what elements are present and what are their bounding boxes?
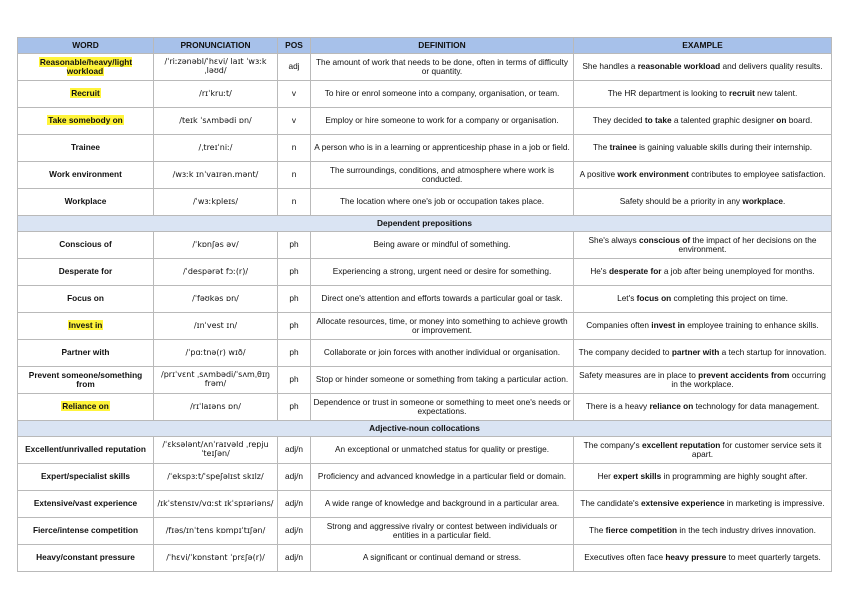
table-row [18, 518, 832, 545]
definition-cell: Allocate resources, time, or money into something to achieve growth or improvement. [311, 313, 574, 340]
word-text: Trainee [70, 142, 101, 153]
example-segment: to meet quarterly targets. [726, 552, 821, 563]
example-cell [574, 189, 832, 216]
example-segment: A positive [579, 169, 618, 180]
pos-cell: ph [278, 232, 311, 259]
example-segment: a job after being unemployed for months. [661, 266, 815, 277]
example-cell [574, 394, 832, 421]
table-row [18, 135, 832, 162]
pronunciation-cell: /fɪəs/ɪnˈtens kɒmpɪˈtɪʃən/ [154, 518, 278, 545]
word-text: Fierce/intense competition [32, 525, 139, 536]
word-cell [18, 232, 154, 259]
pos-cell: v [278, 108, 311, 135]
pronunciation-cell: /prɪˈvɛnt ˌsʌmbədi/ˈsʌmˌθɪŋ frəm/ [154, 367, 278, 394]
example-segment: fierce competition [605, 525, 678, 536]
example-cell [574, 367, 832, 394]
pos-cell: n [278, 162, 311, 189]
word-cell [18, 518, 154, 545]
word-cell [18, 313, 154, 340]
word-cell [18, 259, 154, 286]
example-cell [574, 464, 832, 491]
example-segment: expert skills [613, 471, 662, 482]
pronunciation-cell: /ˌtreɪˈniː/ [154, 135, 278, 162]
word-cell [18, 367, 154, 394]
definition-cell: Strong and aggressive rivalry or contest between individuals or entities in a particular field. [311, 518, 574, 545]
example-cell [574, 259, 832, 286]
pos-cell: adj/n [278, 491, 311, 518]
header-definition: DEFINITION [311, 38, 574, 54]
header-row [18, 38, 832, 54]
example-cell [574, 135, 832, 162]
example-cell [574, 81, 832, 108]
example-segment: . [782, 196, 786, 207]
pronunciation-cell: /ˈriːzənəbl/ˈhɛvi/ laɪt ˈwɜːkˌləʊd/ [154, 54, 278, 81]
example-segment: and delivers quality results. [720, 61, 823, 72]
pronunciation-cell: /ˈkɒnʃəs əv/ [154, 232, 278, 259]
word-cell [18, 394, 154, 421]
table-row [18, 232, 832, 259]
example-cell [574, 108, 832, 135]
table-row [18, 162, 832, 189]
word-cell [18, 54, 154, 81]
pronunciation-cell: /ˈdespərət fɔː(r)/ [154, 259, 278, 286]
example-cell [574, 437, 832, 464]
example-segment: on [776, 115, 787, 126]
example-segment: technology for data management. [693, 401, 820, 412]
word-text: Focus on [67, 293, 104, 304]
example-segment: occurring in the workplace. [671, 369, 826, 389]
pronunciation-cell: /rɪˈlaɪəns ɒn/ [154, 394, 278, 421]
header-example: EXAMPLE [574, 38, 832, 54]
table-body [18, 54, 832, 572]
table-row [18, 340, 832, 367]
example-cell [574, 491, 832, 518]
example-segment: contributes to employee satisfaction. [688, 169, 826, 180]
header-word: WORD [18, 38, 154, 54]
definition-cell: To hire or enrol someone into a company, organisation, or team. [311, 81, 574, 108]
word-text: Recruit [71, 88, 100, 99]
word-cell [18, 108, 154, 135]
table-row [18, 259, 832, 286]
table-row [18, 108, 832, 135]
section-title: Dependent prepositions [18, 216, 832, 232]
example-segment: The candidate's [580, 498, 642, 509]
word-cell [18, 491, 154, 518]
word-cell [18, 162, 154, 189]
word-cell [18, 437, 154, 464]
example-cell [574, 286, 832, 313]
example-segment: trainee [609, 142, 637, 153]
pos-cell: ph [278, 259, 311, 286]
example-segment: in programming are highly sought after. [661, 471, 808, 482]
table-row [18, 54, 832, 81]
word-text: Prevent someone/something from [28, 369, 143, 389]
definition-cell: Stop or hinder someone or something from taking a particular action. [311, 367, 574, 394]
table-row [18, 189, 832, 216]
definition-cell: Employ or hire someone to work for a company or organisation. [311, 108, 574, 135]
pos-cell: ph [278, 340, 311, 367]
example-segment: reliance on [649, 401, 694, 412]
definition-cell: The surroundings, conditions, and atmosphere where work is conducted. [311, 162, 574, 189]
word-text: Desperate for [58, 266, 113, 277]
table-row [18, 437, 832, 464]
pronunciation-cell: /ˈekspɜːt/ˈspeʃəlɪst skɪlz/ [154, 464, 278, 491]
definition-cell: Experiencing a strong, urgent need or desire for something. [311, 259, 574, 286]
table-row [18, 367, 832, 394]
word-text: Reliance on [62, 401, 109, 412]
pronunciation-cell: /wɜːk ɪnˈvaɪrən.mənt/ [154, 162, 278, 189]
example-segment: The company's [583, 439, 642, 450]
pronunciation-cell: /rɪˈkruːt/ [154, 81, 278, 108]
example-segment: Safety measures are in place to [579, 369, 699, 380]
example-segment: invest in [651, 320, 685, 331]
example-segment: work environment [617, 169, 689, 180]
definition-cell: Dependence or trust in someone or something to meet one's needs or expectations. [311, 394, 574, 421]
example-segment: the impact of her decisions on the environment. [678, 234, 817, 254]
example-segment: The [589, 525, 606, 536]
example-segment: They decided [592, 115, 645, 126]
pronunciation-cell: /ˈɛksələnt/ʌnˈraɪvəld ˌrepjuˈteɪʃən/ [154, 437, 278, 464]
pos-cell: adj/n [278, 545, 311, 572]
example-cell [574, 162, 832, 189]
table-row [18, 81, 832, 108]
pos-cell: ph [278, 286, 311, 313]
pronunciation-cell: /ˈhɛvi/ˈkɒnstənt ˈprɛʃə(r)/ [154, 545, 278, 572]
word-cell [18, 340, 154, 367]
word-text: Partner with [61, 347, 110, 358]
header-pos: POS [278, 38, 311, 54]
example-segment: new talent. [754, 88, 798, 99]
table-row [18, 286, 832, 313]
example-segment: recruit [729, 88, 755, 99]
example-segment: reasonable workload [637, 61, 721, 72]
definition-cell: The amount of work that needs to be done, often in terms of difficulty or quantity. [311, 54, 574, 81]
pos-cell: adj/n [278, 518, 311, 545]
table-row [18, 464, 832, 491]
example-segment: is gaining valuable skills during their internship. [636, 142, 813, 153]
definition-cell: Being aware or mindful of something. [311, 232, 574, 259]
table-row [18, 545, 832, 572]
word-cell [18, 464, 154, 491]
word-text: Expert/specialist skills [40, 471, 130, 482]
example-segment: partner with [671, 347, 720, 358]
example-segment: employee training to enhance skills. [684, 320, 819, 331]
table-row [18, 491, 832, 518]
example-cell [574, 313, 832, 340]
example-segment: desperate for [608, 266, 662, 277]
example-segment: heavy pressure [665, 552, 727, 563]
word-text: Work environment [49, 169, 122, 180]
example-segment: She handles a [582, 61, 638, 72]
definition-cell: Proficiency and advanced knowledge in a particular field or domain. [311, 464, 574, 491]
pronunciation-cell: /ɪnˈvest ɪn/ [154, 313, 278, 340]
word-text: Take somebody on [48, 115, 123, 126]
example-segment: Let's [617, 293, 637, 304]
example-segment: The HR department is looking to [607, 88, 730, 99]
example-segment: The [592, 142, 610, 153]
example-segment: She's always [588, 234, 639, 245]
example-segment: for customer service sets it apart. [691, 439, 822, 459]
example-segment: Executives often face [584, 552, 666, 563]
example-cell [574, 545, 832, 572]
word-text: Invest in [68, 320, 103, 331]
example-segment: Her [597, 471, 614, 482]
example-segment: prevent accidents from [698, 369, 790, 380]
pos-cell: ph [278, 313, 311, 340]
word-text: Excellent/unrivalled reputation [25, 444, 146, 455]
word-cell [18, 545, 154, 572]
pronunciation-cell: /ˈfəʊkəs ɒn/ [154, 286, 278, 313]
example-segment: The company decided to [578, 347, 672, 358]
example-cell [574, 518, 832, 545]
definition-cell: Direct one's attention and efforts towards a particular goal or task. [311, 286, 574, 313]
vocabulary-table [17, 37, 832, 572]
table-row [18, 394, 832, 421]
word-cell [18, 81, 154, 108]
word-cell [18, 135, 154, 162]
header-pronunciation: PRONUNCIATION [154, 38, 278, 54]
example-cell [574, 340, 832, 367]
definition-cell: A person who is in a learning or apprenticeship phase in a job or field. [311, 135, 574, 162]
example-cell [574, 232, 832, 259]
example-segment: conscious of [638, 234, 691, 245]
pos-cell: v [278, 81, 311, 108]
example-segment: completing this project on time. [671, 293, 788, 304]
example-segment: extensive experience [641, 498, 725, 509]
pronunciation-cell: /ˈpɑːtnə(r) wɪð/ [154, 340, 278, 367]
definition-cell: A significant or continual demand or stress. [311, 545, 574, 572]
example-segment: There is a heavy [585, 401, 650, 412]
example-segment: Companies often [586, 320, 652, 331]
example-segment: workplace [742, 196, 783, 207]
example-cell [574, 54, 832, 81]
pos-cell: n [278, 189, 311, 216]
example-segment: in the tech industry drives innovation. [677, 525, 816, 536]
definition-cell: A wide range of knowledge and background in a particular area. [311, 491, 574, 518]
word-cell [18, 189, 154, 216]
section-title: Adjective-noun collocations [18, 421, 832, 437]
section-row [18, 421, 832, 437]
definition-cell: The location where one's job or occupation takes place. [311, 189, 574, 216]
pos-cell: ph [278, 394, 311, 421]
pos-cell: adj/n [278, 437, 311, 464]
word-text: Heavy/constant pressure [36, 552, 135, 563]
pronunciation-cell: /teɪk ˈsʌmbədi ɒn/ [154, 108, 278, 135]
pos-cell: ph [278, 367, 311, 394]
word-cell [18, 286, 154, 313]
word-text: Extensive/vast experience [33, 498, 138, 509]
example-segment: excellent reputation [641, 439, 721, 450]
example-segment: in marketing is impressive. [724, 498, 825, 509]
word-text: Reasonable/heavy/light workload [39, 56, 133, 76]
example-segment: a tech startup for innovation. [719, 347, 827, 358]
section-row [18, 216, 832, 232]
example-segment: focus on [636, 293, 672, 304]
example-segment: to take [644, 115, 672, 126]
pos-cell: adj [278, 54, 311, 81]
definition-cell: An exceptional or unmatched status for quality or prestige. [311, 437, 574, 464]
definition-cell: Collaborate or join forces with another individual or organisation. [311, 340, 574, 367]
example-segment: Safety should be a priority in any [619, 196, 743, 207]
table-row [18, 313, 832, 340]
pronunciation-cell: /ɪkˈstensɪv/vɑːst ɪkˈspɪəriəns/ [154, 491, 278, 518]
word-text: Conscious of [59, 239, 112, 250]
pos-cell: adj/n [278, 464, 311, 491]
example-segment: board. [786, 115, 813, 126]
pos-cell: n [278, 135, 311, 162]
example-segment: He's [590, 266, 609, 277]
word-text: Workplace [64, 196, 107, 207]
example-segment: a talented graphic designer [671, 115, 777, 126]
pronunciation-cell: /ˈwɜːkpleɪs/ [154, 189, 278, 216]
